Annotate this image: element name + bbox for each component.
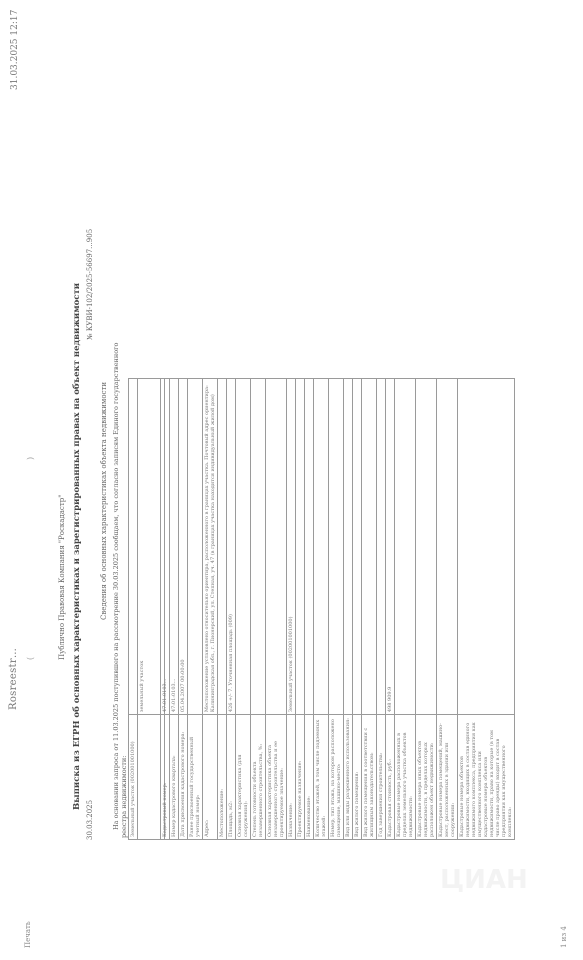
row-label: Местоположение:	[218, 715, 227, 840]
row-label: Ранее присвоенный государственный учетный номер:	[188, 715, 203, 840]
row-label: Кадастровая стоимость, руб.:	[386, 715, 395, 840]
row-label: Площадь, м2:	[227, 715, 236, 840]
row-label: Назначение:	[287, 715, 296, 840]
row-value	[344, 379, 353, 715]
table-row	[314, 379, 329, 840]
row-label: Вид жилого помещения:	[353, 715, 362, 840]
row-value	[188, 379, 203, 715]
table-row	[179, 379, 188, 840]
row-value	[251, 379, 266, 715]
row-label: Вид или виды разрешенного использования:	[344, 715, 353, 840]
row-label: Основная характеристика (для сооружения):	[236, 715, 251, 840]
row-value	[329, 379, 344, 715]
row-label: Вид жилого помещения в соответствии с жилищным законодательством:	[362, 715, 377, 840]
row-value	[377, 379, 386, 715]
table-row	[251, 379, 266, 840]
row-label: Наименование:	[305, 715, 314, 840]
table-row	[329, 379, 344, 840]
table-row	[227, 379, 236, 840]
characteristics-table	[160, 378, 515, 840]
table-row	[416, 379, 437, 840]
print-label: Печать	[24, 921, 32, 948]
extract-date: 30.03.2025	[86, 799, 94, 840]
row-value	[362, 379, 377, 715]
paren-mark: )	[26, 456, 35, 460]
page-url[interactable]: Rosreestr…	[8, 647, 19, 710]
row-value	[458, 379, 515, 715]
print-timestamp: 31.03.2025 12:17	[10, 9, 20, 90]
row-value: 47:01:0103...	[161, 379, 170, 715]
extract-title: Выписка из ЕГРН об основных характеристиках и зарегистрированных правах на объект недвижимости	[72, 282, 82, 810]
object-type: Земельный участок (002001001000)	[129, 715, 138, 840]
row-label: Кадастровые номера иных объектов недвижимости, в пределах которых расположен объект недвижимости:	[416, 715, 437, 840]
row-value	[218, 379, 227, 715]
row-label: Номер кадастрового квартала:	[170, 715, 179, 840]
row-label: Количество этажей, в том числе подземных этажей:	[314, 715, 329, 840]
table-row	[161, 379, 170, 840]
row-label: Кадастровый номер:	[161, 715, 170, 840]
table-row	[236, 379, 251, 840]
row-value	[353, 379, 362, 715]
section-heading: Сведения об основных характеристиках объекта недвижимости	[100, 382, 108, 620]
table-row	[218, 379, 227, 840]
row-label: Номер, тип этажа, на котором расположено помещение, машино-место:	[329, 715, 344, 840]
table-row	[266, 379, 287, 840]
row-value: Местоположение установлено относительно ориентира, расположенного в границах участка. Почтовый адрес ориентира: Калининградская обл., г. Пионерский, ул. Степная, уч. 47 (в границах участка находится индивидуальный жилой дом)	[203, 379, 218, 715]
row-value: Земельный участок (002001001000)	[287, 379, 296, 715]
table-row	[395, 379, 416, 840]
extract-number: № КУВИ-102/2025-56697...905	[86, 228, 94, 340]
row-value	[236, 379, 251, 715]
row-label: Кадастровые номера объектов недвижимости, входящих в состав единого недвижимого комплекса, предприятия как имущественного комплекса или кадастровые номера объектов недвижимости, право на которые (в том числе право аренды) входит в состав предприятия как имущественного комплекса:	[458, 715, 515, 840]
table-row	[386, 379, 395, 840]
row-value	[296, 379, 305, 715]
table-row	[305, 379, 314, 840]
row-label: Год завершения строительства:	[377, 715, 386, 840]
table-row	[203, 379, 218, 840]
table-row	[188, 379, 203, 840]
table-row	[353, 379, 362, 840]
object-kind: земельный участок	[138, 379, 165, 715]
table-row	[362, 379, 377, 840]
table-row	[458, 379, 515, 840]
intro-text: На основании запроса от 11.03.2025 поступившего на рассмотрение 30.03.2025 сообщаем, что согласно записям Единого государственного	[112, 342, 120, 830]
row-value: 498 909.9	[386, 379, 395, 715]
page-counter: 1 из 4	[560, 926, 568, 948]
table-row	[437, 379, 458, 840]
row-value	[266, 379, 287, 715]
row-label: Степень готовности объекта незавершенного строительства, %:	[251, 715, 266, 840]
row-value	[437, 379, 458, 715]
row-value: 47:01:0103...	[170, 379, 179, 715]
row-label: Проектируемое назначение:	[296, 715, 305, 840]
table-row	[170, 379, 179, 840]
row-value	[314, 379, 329, 715]
paren-mark: (	[26, 656, 35, 660]
org-name: Публично Правовая Компания "Роскадастр"	[58, 494, 66, 660]
table-row	[296, 379, 305, 840]
intro-text-cont: реестра недвижимости:	[120, 755, 128, 838]
row-value: 426 +/- 7. Уточненная площадь (009)	[227, 379, 236, 715]
table-row	[344, 379, 353, 840]
watermark: ЦИАН	[440, 865, 528, 895]
table-row	[287, 379, 296, 840]
row-label: Основная характеристика объекта незавершенного строительства и ее проектируемое значение:	[266, 715, 287, 840]
row-value	[305, 379, 314, 715]
row-label: Дата присвоения кадастрового номера:	[179, 715, 188, 840]
row-value: 05.04.2007 00:00:00	[179, 379, 188, 715]
row-label: Кадастровые номера расположенных в пределах земельного участка объектов недвижимости:	[395, 715, 416, 840]
row-value	[416, 379, 437, 715]
row-label: Кадастровые номера помещений, машино-мест, расположенных в здании или сооружении:	[437, 715, 458, 840]
row-label: Адрес:	[203, 715, 218, 840]
row-value	[395, 379, 416, 715]
table-row	[377, 379, 386, 840]
